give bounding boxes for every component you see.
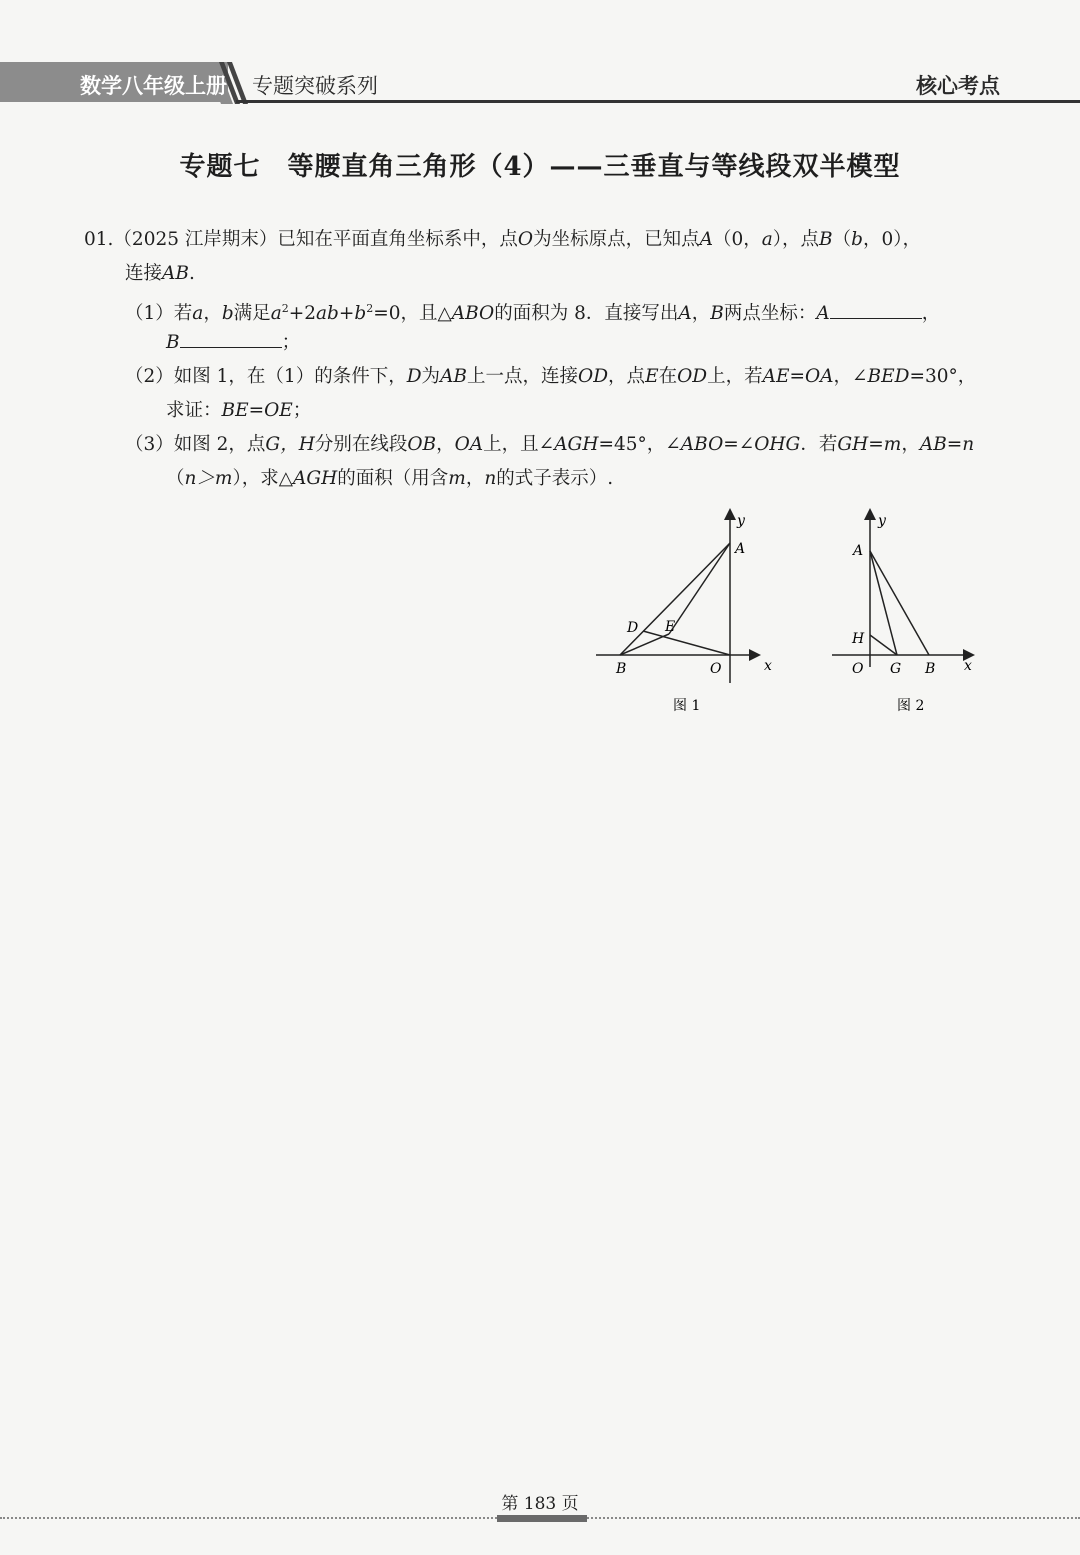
question-stem-line2 xyxy=(125,257,195,290)
stem-text: . xyxy=(188,263,195,284)
superscript: 2 xyxy=(366,302,374,315)
fig1-segment-od xyxy=(643,631,730,655)
series-title: 专题突破系列 xyxy=(252,74,378,98)
page-title: 专题七 等腰直角三角形（4）——三垂直与等线段双半模型 xyxy=(179,152,901,182)
header-rule xyxy=(236,100,1080,103)
math-var: B xyxy=(710,303,724,325)
stem-text: 的面积（用含 xyxy=(337,468,449,489)
part3-line1 xyxy=(125,428,974,461)
fig1-label-a: A xyxy=(735,541,746,557)
math-var: AB=n xyxy=(919,434,975,455)
math-var: b xyxy=(354,303,367,325)
question-stem-line1 xyxy=(84,223,921,256)
fig2-segment-ab xyxy=(870,551,929,655)
part1-line2 xyxy=(166,326,300,359)
fig1-label-y: y xyxy=(737,513,745,529)
math-var: OD xyxy=(578,366,609,387)
stem-text: =0，且△ xyxy=(373,303,452,325)
fig1-label-x: x xyxy=(764,658,772,674)
stem-text: 为 xyxy=(421,366,441,387)
stem-text: 为坐标原点，已知点 xyxy=(533,229,700,250)
superscript: 2 xyxy=(281,302,289,315)
stem-text: 两点坐标： xyxy=(723,303,817,325)
fig1-segment-ab xyxy=(620,543,730,655)
part-label: （3）如图 2，点 xyxy=(125,434,266,455)
fig2-label-o: O xyxy=(852,661,864,677)
math-var: B xyxy=(819,229,833,250)
math-var: BED xyxy=(867,366,910,387)
fig1-segment-be xyxy=(620,634,669,655)
math-var: A xyxy=(699,229,713,250)
math-var: ABO xyxy=(680,434,724,455)
math-var: ab xyxy=(316,303,339,325)
stem-text: ； xyxy=(292,400,312,421)
fig2-label-y: y xyxy=(878,513,886,529)
math-var: n xyxy=(484,468,497,489)
math-var: B xyxy=(166,332,180,353)
math-var: m xyxy=(448,468,466,489)
math-var: D xyxy=(406,366,422,387)
stem-text: ， xyxy=(691,303,711,325)
section-label: 核心考点 xyxy=(916,74,1000,98)
stem-text: 的面积为 8．直接写出 xyxy=(494,303,679,325)
stem-text: （0， xyxy=(712,229,762,250)
figures-container xyxy=(590,505,990,725)
part1-line1 xyxy=(125,292,940,330)
fig2-caption: 图 2 xyxy=(897,698,925,714)
stem-text: ，∠ xyxy=(833,366,868,387)
math-var: a xyxy=(270,303,282,325)
stem-text: =45°，∠ xyxy=(598,434,681,455)
math-var: b xyxy=(221,303,234,325)
stem-text: ； xyxy=(281,332,301,353)
fig2-label-b: B xyxy=(925,661,936,677)
stem-text: ， xyxy=(901,434,920,455)
answer-blank-a[interactable] xyxy=(830,300,922,319)
figure-1 xyxy=(596,511,758,683)
math-var: A xyxy=(816,303,830,325)
stem-text: ， xyxy=(203,303,222,325)
stem-text: ， xyxy=(465,468,485,489)
stem-text: 连接 xyxy=(125,263,163,284)
stem-text: 已知在平面直角坐标系中，点 xyxy=(277,229,518,250)
math-var: E xyxy=(645,366,659,387)
stem-text: （ xyxy=(166,468,185,489)
math-var: b xyxy=(851,229,864,250)
stem-text: ，点 xyxy=(608,366,646,387)
stem-text: ），点 xyxy=(772,229,820,250)
math-var: AB xyxy=(440,366,468,387)
math-var: OHG xyxy=(754,434,801,455)
math-var: AE=OA xyxy=(762,366,834,387)
stem-text: （ xyxy=(832,229,852,250)
math-var: OD xyxy=(677,366,708,387)
fig1-label-d: D xyxy=(627,620,639,636)
stem-text: 分别在线段 xyxy=(314,434,408,455)
fig1-segment-ae xyxy=(669,543,730,634)
math-var: n＞m xyxy=(184,468,233,489)
stem-text: 在 xyxy=(658,366,678,387)
stem-text: ， xyxy=(921,303,941,325)
math-var: A xyxy=(678,303,692,325)
stem-text: 上，且∠ xyxy=(483,434,555,455)
footer-bar xyxy=(497,1515,587,1522)
math-var: GH=m xyxy=(837,434,902,455)
math-var: a xyxy=(761,229,773,250)
math-var: AB xyxy=(162,263,189,284)
fig2-label-a: A xyxy=(853,543,864,559)
math-var: OB xyxy=(407,434,437,455)
fig1-label-o: O xyxy=(710,661,722,677)
fig2-segment-ag xyxy=(870,551,897,655)
math-var: OA xyxy=(454,434,484,455)
page-number: 第 183 页 xyxy=(501,1494,579,1514)
part3-line2 xyxy=(166,462,613,495)
math-var: G，H xyxy=(265,434,315,455)
stem-text: 满足 xyxy=(233,303,271,325)
stem-text: ， xyxy=(436,434,455,455)
math-var: O xyxy=(517,229,534,250)
fig2-label-h: H xyxy=(852,631,865,647)
stem-text: + xyxy=(338,303,355,325)
stem-text: =∠ xyxy=(723,434,755,455)
part-label: （2）如图 1，在（1）的条件下， xyxy=(125,366,407,387)
math-var: AGH xyxy=(554,434,599,455)
stem-text: +2 xyxy=(288,303,316,325)
book-title: 数学八年级上册 xyxy=(80,74,227,98)
math-var: a xyxy=(192,303,204,325)
fig2-label-g: G xyxy=(890,661,902,677)
stem-text: =30°， xyxy=(909,366,977,387)
stem-text: ），求△ xyxy=(232,468,293,489)
math-var: ABO xyxy=(451,303,495,325)
stem-text: ，0）， xyxy=(863,229,922,250)
part-label: （1）若 xyxy=(125,303,193,325)
part2-line2 xyxy=(166,394,311,427)
fig2-label-x: x xyxy=(964,658,972,674)
fig1-label-b: B xyxy=(616,661,627,677)
question-number: 01. xyxy=(84,229,114,250)
stem-text: ．若 xyxy=(800,434,838,455)
math-var: AGH xyxy=(292,468,338,489)
answer-blank-b[interactable] xyxy=(180,329,282,348)
stem-text: 上，若 xyxy=(707,366,763,387)
question-source: （2025 江岸期末） xyxy=(113,229,278,250)
stem-text: 上一点，连接 xyxy=(467,366,579,387)
fig1-label-e: E xyxy=(665,619,676,635)
stem-text: 求证： xyxy=(166,400,222,421)
math-var: BE=OE xyxy=(221,400,293,421)
stem-text: 的式子表示）. xyxy=(496,468,614,489)
part2-line1 xyxy=(125,360,976,393)
fig1-caption: 图 1 xyxy=(673,698,701,714)
